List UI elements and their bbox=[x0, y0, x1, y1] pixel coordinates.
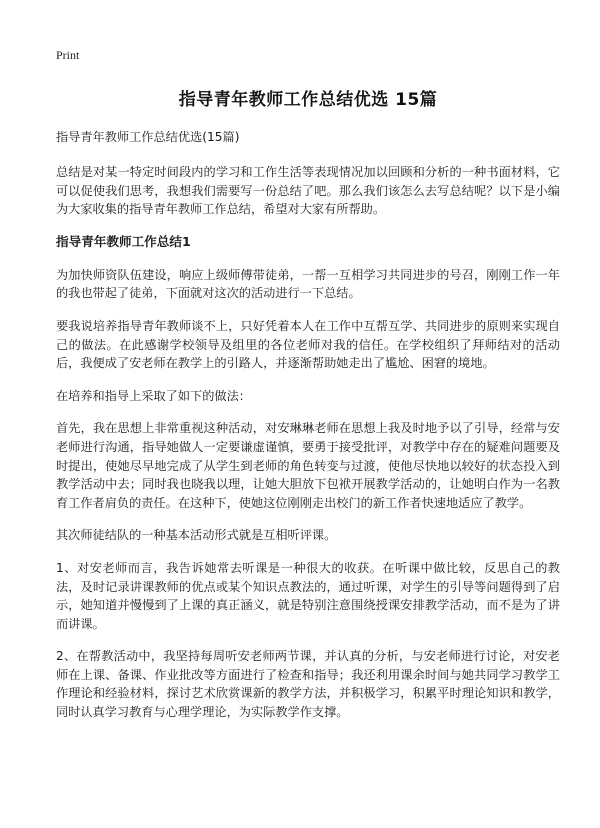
body-paragraph: 其次师徒结队的一种基本活动形式就是互相听评课。 bbox=[56, 528, 337, 543]
body-paragraph: 为加快师资队伍建设，响应上级师傅带徒弟，一帮一互相学习共同进步的号召，刚刚工作一年的我也带起了徒弟，下面就对这次的活动进行一下总结。 bbox=[56, 267, 560, 301]
document-subtitle: 指导青年教师工作总结优选(15篇) bbox=[56, 130, 240, 144]
section-heading: 指导青年教师工作总结1 bbox=[56, 233, 191, 249]
body-paragraph: 首先，我在思想上非常重视这种活动，对安琳琳老师在思想上我及时地予以了引导，经常与安老师进行沟通，指导她做人一定要谦虚谨慎，要勇于接受批评，对教学中存在的疑难问题要及时提出，使她尽早地完成了从学生到老师的角色转变与过渡，使他尽快地以较好的状态投入到教学活动中去；同时我也晓我以理，让她大胆放下包袱开展教学活动的，让她明白作为一名教育工作者肩负的责任。在这种下，使她这位刚刚走出校门的新工作者快速地适应了教学。 bbox=[56, 421, 560, 510]
body-paragraph: 要我说培养指导青年教师谈不上，只好凭着本人在工作中互帮互学、共同进步的原则来实现自己的做法。在此感谢学校领导及组里的各位老师对我的信任。在学校组织了拜师结对的活动后，我便成了安老师在教学上的引路人，并逐渐帮助她走出了尴尬、困窘的境地。 bbox=[56, 318, 560, 371]
body-paragraph: 2、在帮教活动中，我坚持每周听安老师两节课，并认真的分析，与安老师进行讨论，对安老师在上课、备课、作业批改等方面进行了检查和指导；我还利用课余时间与她共同学习教学工作理论和经验材料，探讨艺术欣赏课新的教学方法，并积极学习，积累平时理论知识和教学，同时认真学习教育与心理学理论，为实际教学作支撑。 bbox=[56, 649, 560, 720]
body-paragraph: 1、对安老师而言，我告诉她常去听课是一种很大的收获。在听课中做比较，反思自己的教法，及时记录讲课教师的优点或某个知识点教法的，通过听课，对学生的引导等问题得到了启示，她知道并慢慢到了上课的真正涵义，就是特别注意围绕授课安排教学活动，而不是为了讲而讲课。 bbox=[56, 560, 560, 631]
intro-paragraph: 总结是对某一特定时间段内的学习和工作生活等表现情况加以回顾和分析的一种书面材料，它可以促使我们思考，我想我们需要写一份总结了吧。那么我们该怎么去写总结呢？以下是小编为大家收集的指导青年教师工作总结，希望对大家有所帮助。 bbox=[56, 165, 560, 217]
page-title: 指导青年教师工作总结优选 15篇 bbox=[178, 90, 438, 110]
print-link[interactable]: Print bbox=[56, 48, 80, 62]
body-paragraph: 在培养和指导上采取了如下的做法： bbox=[56, 388, 251, 403]
